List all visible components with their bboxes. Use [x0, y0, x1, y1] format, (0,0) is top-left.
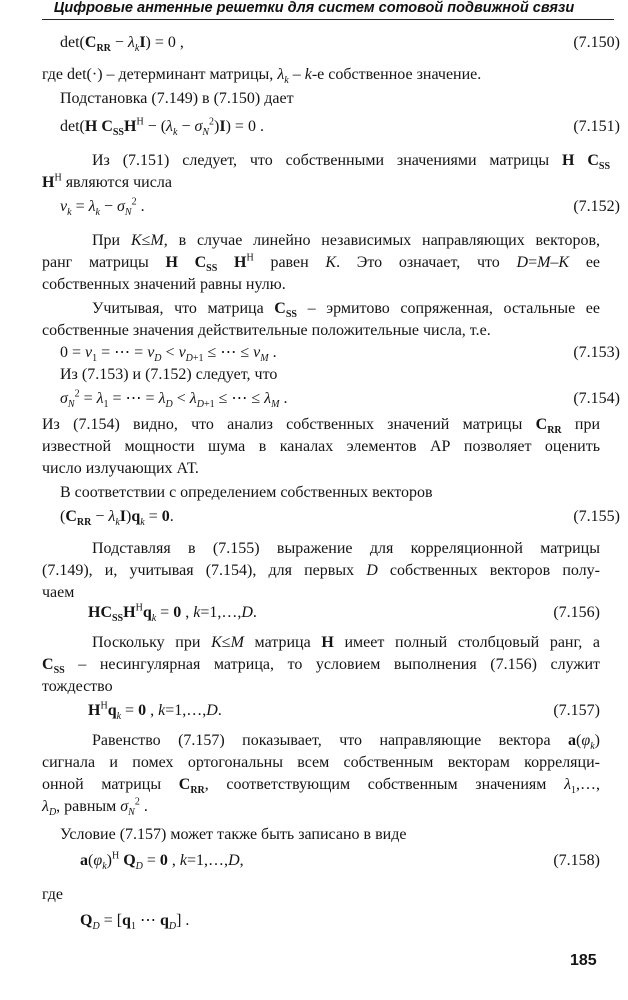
text-line: собственные значения действительные положительные числа, т.е. [42, 322, 491, 339]
equation-number: (7.154) [573, 390, 620, 407]
equation-formula: $Q_D = [q_1$ ⋯ $q_D$] . [80, 912, 190, 933]
text-line: где det(·) – детерминант матрицы, $\lambda_k - k-е$ собственное значение. [42, 66, 482, 87]
text-line: Учитывая, что матрица $C_{SS}$ – эрмитово сопряженная, остальные ее [92, 300, 601, 321]
equation-7-154 [60, 386, 620, 412]
running-header-title: Цифровые антенные решетки для систем сотовой подвижной связи [53, 0, 575, 16]
equation-qd [80, 908, 600, 934]
equation-7-152 [60, 194, 620, 220]
equation-number: (7.151) [573, 118, 620, 135]
equation-number: (7.155) [573, 508, 620, 525]
equation-number: (7.153) [573, 344, 620, 361]
text-line: число излучающих АТ. [42, 460, 199, 477]
equation-number: (7.157) [553, 702, 600, 719]
header-rule [42, 19, 614, 20]
text-line: сигнала и помех ортогональны всем собственным векторам корреляци- [42, 754, 600, 771]
equation-7-156 [88, 600, 600, 626]
equation-7-150 [60, 30, 620, 56]
text-line: собственных значений равны нулю. [42, 276, 286, 293]
text-line: где [42, 886, 64, 903]
equation-formula: $(C_{RR} - \lambda_kI)q_k = 0$. [60, 508, 174, 529]
equation-formula: $H^Hq_k = 0$ , k=1,…,D. [88, 700, 222, 723]
text-line: При K≤M, в случае линейно независимых направляющих векторов, [92, 232, 600, 249]
equation-7-155 [60, 504, 620, 530]
equation-formula: $HC_{SS}H^Hq_k = 0$ , k=1,…,D. [88, 602, 257, 625]
text-line: $\lambda_D$, равным $\sigma_N^2$ . [42, 796, 148, 819]
equation-formula: det(H $C_{SS}H^H - (\lambda_k - \sigma_N^2)I) = 0$ . [60, 116, 264, 139]
text-line: В соответствии с определением собственных векторов [60, 484, 433, 501]
equation-formula: $a(\varphi_k)^H$ $Q_D = 0$ , k=1,…,D, [80, 850, 244, 873]
text-line: чаем [42, 584, 75, 601]
text-line: Равенство (7.157) показывает, что направляющие вектора $a(\varphi_k)$ [92, 732, 600, 753]
equation-7-157 [88, 698, 600, 724]
text-line: Поскольку при K≤M матрица H имеет полный столбцовый ранг, а [92, 634, 601, 651]
equation-7-151 [60, 114, 620, 140]
text-line: известной мощности шума в каналах элементов АР позволяет оценить [42, 438, 600, 455]
text-line: (7.149), и, учитывая (7.154), для первых D собственных векторов полу- [42, 562, 600, 579]
text-line: Подставляя в (7.155) выражение для корреляционной матрицы [92, 540, 600, 557]
equation-number: (7.156) [553, 604, 600, 621]
text-line: ранг матрицы H $C_{SS}$ $H^H$ равен K. Это означает, что D=M–K ее [42, 252, 601, 275]
text-line: тождество [42, 678, 113, 695]
text-line: онной матрицы $C_{RR}$, соответствующим собственным значениям $\lambda_1,\dots$, [42, 776, 600, 797]
text-line: Условие (7.157) может также быть записано в виде [60, 826, 407, 843]
equation-formula: $\det(C_{RR} - \lambda_kI) = 0$ , [60, 34, 184, 55]
equation-7-153 [60, 340, 620, 366]
text-line: Из (7.153) и (7.152) следует, что [60, 366, 278, 383]
equation-formula: $\sigma_N^2 = \lambda_1$ = ⋯ = $\lambda_D < \lambda_{D+1}$ ≤ ⋯ ≤ $\lambda_M$ . [60, 388, 288, 411]
equation-number: (7.150) [573, 34, 620, 51]
equation-number: (7.152) [573, 198, 620, 215]
equation-number: (7.158) [553, 852, 600, 869]
equation-7-158 [80, 848, 600, 874]
equation-formula: $\nu_k = \lambda_k - \sigma_N^2$ . [60, 196, 145, 219]
equation-formula: $0 = \nu_1$ = ⋯ = $\nu_D < \nu_{D+1}$ ≤ ⋯ ≤ $\nu_M$ . [60, 344, 277, 365]
text-line: Подстановка (7.149) в (7.150) дает [60, 90, 294, 107]
text-line: Из (7.151) следует, что собственными значениями матрицы H $C_{SS}$ [92, 152, 611, 173]
text-line: Из (7.154) видно, что анализ собственных значений матрицы $C_{RR}$ при [42, 416, 601, 437]
page-number: 185 [570, 952, 597, 969]
text-line: $C_{SS}$ – несингулярная матрица, то условием выполнения (7.156) служит [42, 656, 600, 677]
text-line: $H^H$ являются числа [42, 172, 172, 191]
